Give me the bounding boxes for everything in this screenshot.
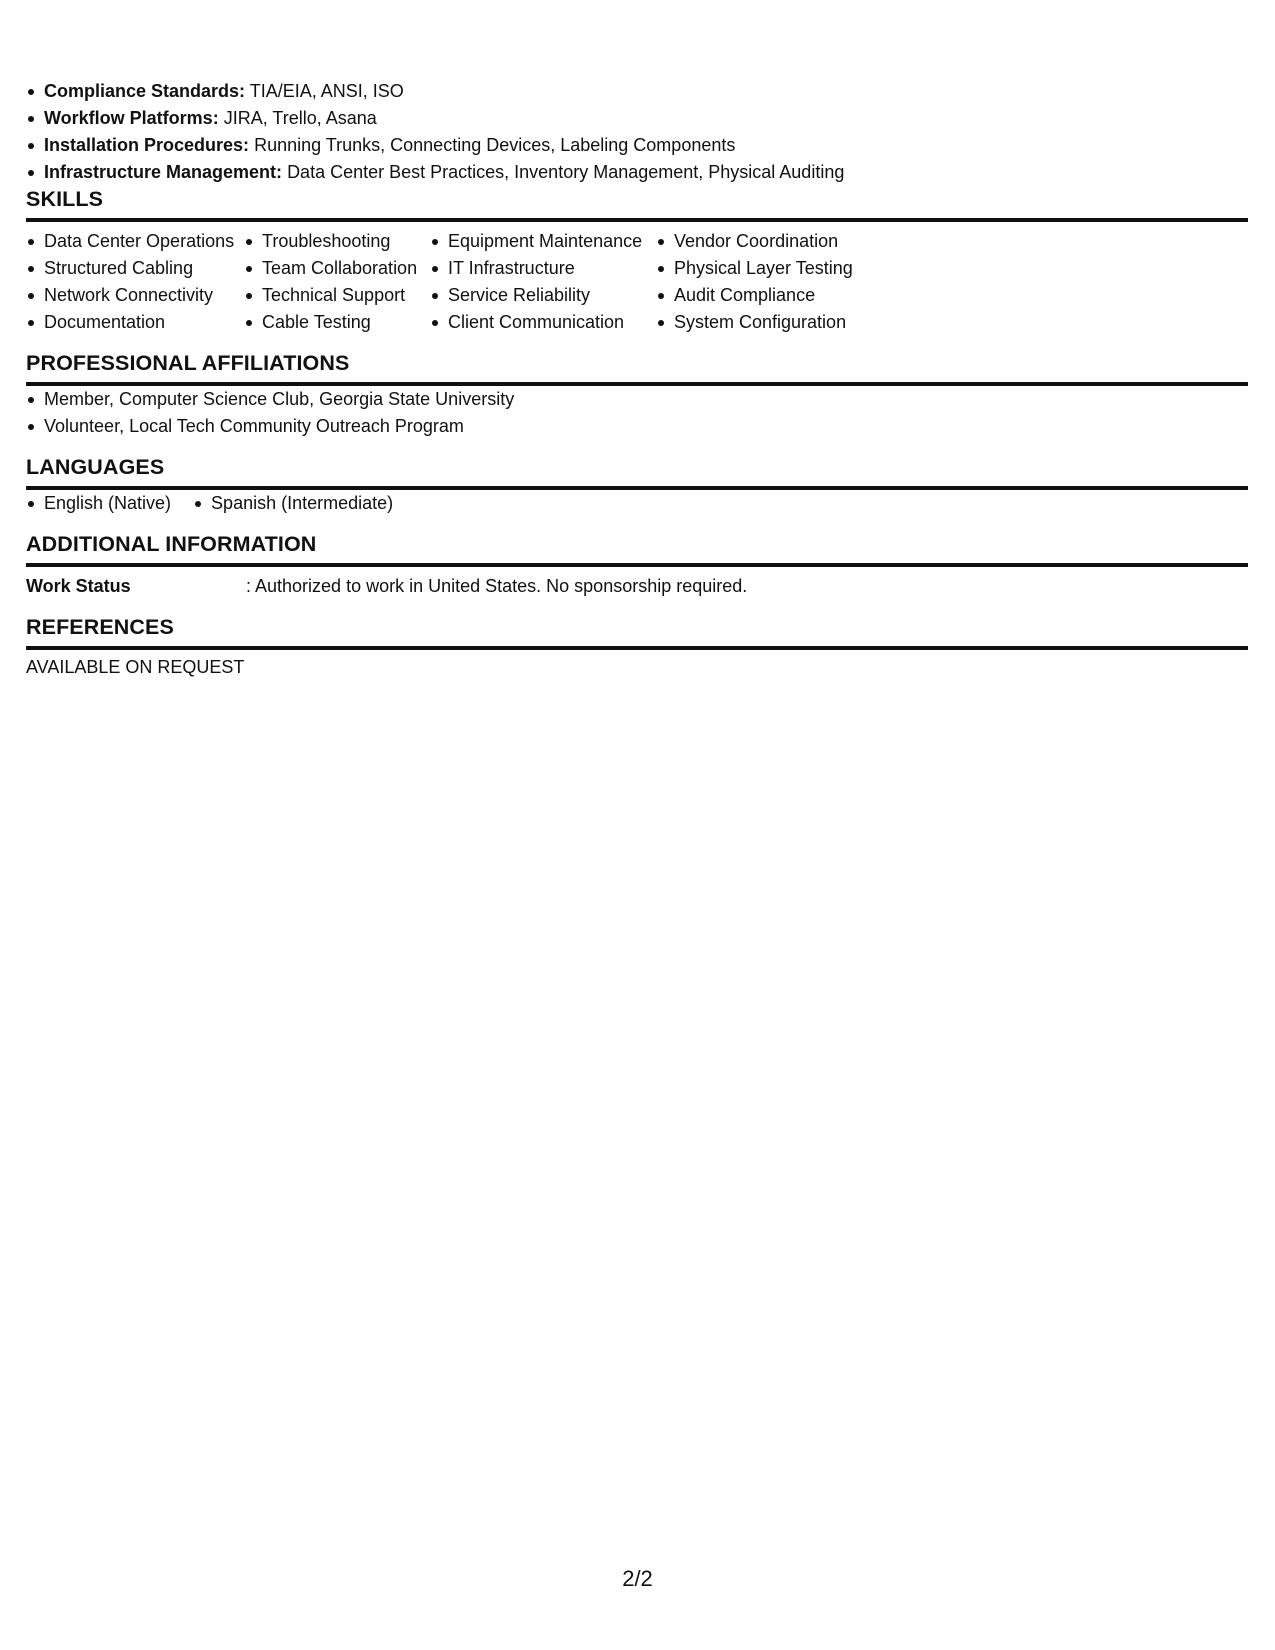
affiliations-list [26,386,1248,440]
skills-column [244,228,430,336]
affiliations-section [26,350,1248,440]
work-status-value: : Authorized to work in United States. No sponsorship required. [246,576,748,596]
skill-item: Audit Compliance [656,282,853,309]
item-value: Data Center Best Practices, Inventory Management, Physical Auditing [287,162,845,182]
skill-item: IT Infrastructure [430,255,656,282]
skill-item: Vendor Coordination [656,228,853,255]
skill-item: Data Center Operations [26,228,244,255]
section-title: PROFESSIONAL AFFILIATIONS [26,350,1248,386]
skill-item: Network Connectivity [26,282,244,309]
skill-item: Troubleshooting [244,228,430,255]
work-status-row [26,567,1248,600]
skills-column [656,228,853,336]
list-item [26,132,1248,159]
skills-column [26,228,244,336]
affiliation-item: Volunteer, Local Tech Community Outreach Program [26,413,1248,440]
additional-info-section [26,531,1248,600]
skill-item: Equipment Maintenance [430,228,656,255]
references-text: AVAILABLE ON REQUEST [26,657,245,677]
skill-item: Team Collaboration [244,255,430,282]
item-label: Workflow Platforms: [44,108,219,128]
resume-page [26,78,1248,695]
skills-column [430,228,656,336]
languages-list [26,490,1248,517]
section-title: ADDITIONAL INFORMATION [26,531,1248,567]
item-label: Compliance Standards: [44,81,246,101]
skill-item: Technical Support [244,282,430,309]
references-section [26,614,1248,681]
technical-skills-list [26,78,1248,186]
language-item: Spanish (Intermediate) [193,490,393,517]
page-number: 2/2 [622,1566,653,1591]
skills-grid [26,222,1248,336]
affiliation-item: Member, Computer Science Club, Georgia State University [26,386,1248,413]
skill-item: Client Communication [430,309,656,336]
section-title: SKILLS [26,186,1248,222]
list-item [26,78,1248,105]
section-title: LANGUAGES [26,454,1248,490]
skill-item: Cable Testing [244,309,430,336]
item-label: Infrastructure Management: [44,162,283,182]
skill-item: Documentation [26,309,244,336]
item-label: Installation Procedures: [44,135,250,155]
work-status-label: Work Status [26,576,131,596]
item-value: TIA/EIA, ANSI, ISO [249,81,404,101]
skill-item: Physical Layer Testing [656,255,853,282]
list-item [26,159,1248,186]
skill-item: Structured Cabling [26,255,244,282]
languages-section [26,454,1248,517]
item-value: JIRA, Trello, Asana [223,108,377,128]
skill-item: System Configuration [656,309,853,336]
list-item [26,105,1248,132]
skills-section [26,186,1248,336]
skill-item: Service Reliability [430,282,656,309]
language-item: English (Native) [26,490,171,517]
item-value: Running Trunks, Connecting Devices, Labeling Components [254,135,736,155]
section-title: REFERENCES [26,614,1248,650]
